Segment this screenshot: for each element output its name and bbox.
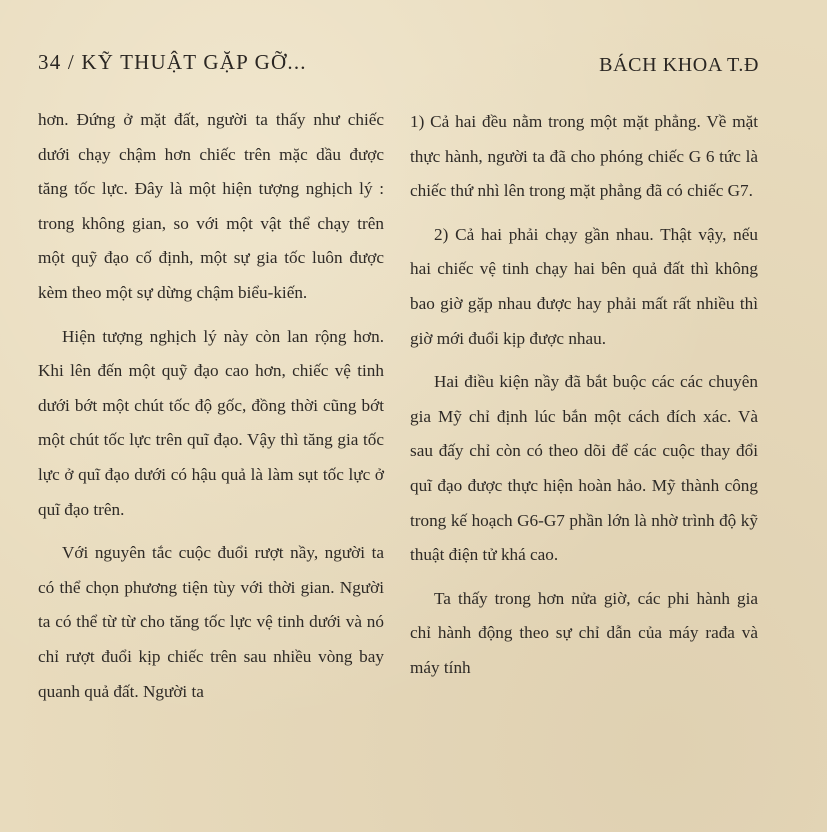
right-paragraph-3: Hai điều kiện nầy đã bắt buộc các các chuyên gia Mỹ chỉ định lúc bắn một cách đích xác. Và sau đấy chỉ còn có theo dõi để các cuộc thay đổi quĩ đạo được thực hiện hoàn hảo. Mỹ thành công trong kế hoạch G6-G7 phần lớn là nhờ trình độ kỹ thuật điện tử khá cao. [410,372,758,565]
left-paragraph-3: Với nguyên tắc cuộc đuổi rượt nầy, người ta có thể chọn phương tiện tùy với thời gian. Người ta có thể từ từ cho tăng tốc lực vệ tinh dưới và nó chỉ rượt đuổi kịp chiếc trên sau nhiều vòng bay quanh quả đất. Người ta [38,543,384,701]
right-paragraph-1: 1) Cả hai đều nằm trong một mặt phẳng. Về mặt thực hành, người ta đã cho phóng chiếc G 6 tức là chiếc thứ nhì lên trong mặt phẳng đã có chiếc G7. [410,112,758,201]
left-column [38,103,384,718]
right-paragraph-2: 2) Cả hai phải chạy gần nhau. Thật vậy, nếu hai chiếc vệ tinh chạy hai bên quả đất thì không bao giờ gặp nhau được hay phải mất rất nhiều thì giờ mới đuổi kịp được nhau. [410,224,758,348]
left-paragraph-2: Hiện tượng nghịch lý này còn lan rộng hơn. Khi lên đến một quỹ đạo cao hơn, chiếc vệ tinh dưới bớt một chút tốc độ gốc, đồng thời cũng bớt một chút tốc lực trên quĩ đạo. Vậy thì tăng gia tốc lực ở quĩ đạo dưới có hậu quả là làm sụt tốc lực ở quĩ đạo trên. [38,326,384,519]
left-paragraph-1: hơn. Đứng ở mặt đất, người ta thấy như chiếc dưới chạy chậm hơn chiếc trên mặc dầu được tăng tốc lực. Đây là một hiện tượng nghịch lý : trong không gian, so với một vật thể chạy trên một quỹ đạo cố định, một sự gia tốc luôn được kèm theo một sự dừng chậm biểu-kiến. [38,110,384,302]
right-column [410,105,758,695]
running-header-right: BÁCH KHOA T.Đ [599,54,759,76]
running-header-left: 34 / KỸ THUẬT GẶP GỠ... [38,50,307,74]
right-paragraph-4: Ta thấy trong hơn nửa giờ, các phi hành gia chỉ hành động theo sự chỉ dẫn của máy rađa và máy tính [410,588,758,677]
